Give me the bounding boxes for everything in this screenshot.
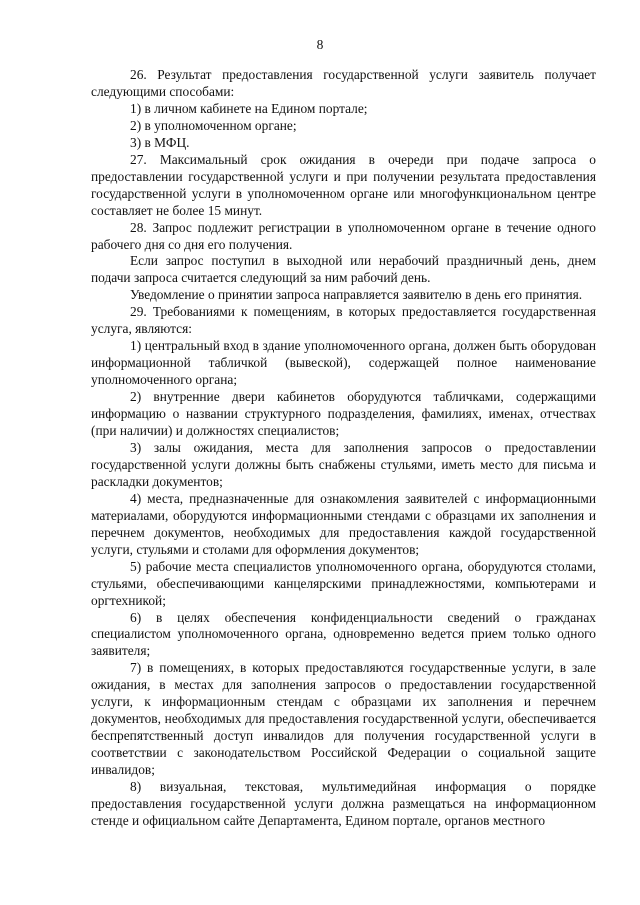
paragraph-29-item-2: 2) внутренние двери кабинетов оборудуются табличками, содержащими информацию о названии структурного подразделения, фамилиях, именах, отчествах (при наличии) и должностях специалистов; (91, 389, 596, 439)
paragraph-29: 29. Требованиями к помещениям, в которых предоставляется государственная услуга, являются: (91, 304, 596, 337)
paragraph-29-item-5: 5) рабочие места специалистов уполномоченного органа, оборудуются столами, стульями, обеспечивающими канцелярскими принадлежностями, компьютерами и оргтехникой; (91, 558, 596, 608)
paragraph-29-item-4: 4) места, предназначенные для ознакомления заявителей с информационными материалами, оборудуются информационными стендами с образцами их заполнения и перечнем документов, необходимых для предоставления каждой государственной услуги, стульями и столами для оформления документов; (91, 490, 596, 557)
paragraph-29-item-1: 1) центральный вход в здание уполномоченного органа, должен быть оборудован информационной табличкой (вывеской), содержащей полное наименование уполномоченного органа; (91, 338, 596, 388)
paragraph-27: 27. Максимальный срок ожидания в очереди при подаче запроса о предоставлении государственной услуги и при получении результата предоставления государственной услуги в уполномоченном органе или многофункциональном центре составляет не более 15 минут. (91, 151, 596, 218)
paragraph-26-item-3: 3) в МФЦ. (130, 134, 190, 150)
paragraph-29-item-8: 8) визуальная, текстовая, мультимедийная информация о порядке предоставления государственной услуги должна размещаться на информационном стенде и официальном сайте Департамента, Едином портале, органов местного (91, 779, 596, 828)
paragraph-29-item-7: 7) в помещениях, в которых предоставляются государственные услуги, в зале ожидания, в местах для заполнения запросов о предоставлении государственной услуги, к информационным стендам с образцами их заполнения и перечнем документов, необходимых для предоставления государственной услуги, обеспечивается беспрепятственный доступ инвалидов для получения государственной услуги в соответствии с законодательством Российской Федерации о социальной защите инвалидов; (91, 660, 596, 778)
paragraph-29-item-6: 6) в целях обеспечения конфиденциальности сведений о гражданах специалистом уполномоченного органа, одновременно ведется прием только одного заявителя; (91, 609, 596, 659)
paragraph-29-item-3: 3) залы ожидания, места для заполнения запросов о предоставлении государственной услуги должны быть снабжены стульями, иметь место для письма и раскладки документов; (91, 439, 596, 489)
paragraph-28-holiday: Если запрос поступил в выходной или нерабочий праздничный день, днем подачи запроса считается следующий за ним рабочий день. (91, 253, 596, 286)
paragraph-26-item-2: 2) в уполномоченном органе; (130, 117, 297, 133)
page-number: 8 (316, 37, 324, 52)
paragraph-28: 28. Запрос подлежит регистрации в уполномоченном органе в течение одного рабочего дня со дня его получения. (91, 219, 596, 252)
paragraph-26-item-1: 1) в личном кабинете на Едином портале; (130, 100, 368, 116)
paragraph-28-notification: Уведомление о принятии запроса направляется заявителю в день его принятия. (130, 287, 583, 303)
paragraph-26: 26. Результат предоставления государственной услуги заявитель получает следующими способами: (91, 67, 596, 99)
document-body (91, 67, 596, 830)
